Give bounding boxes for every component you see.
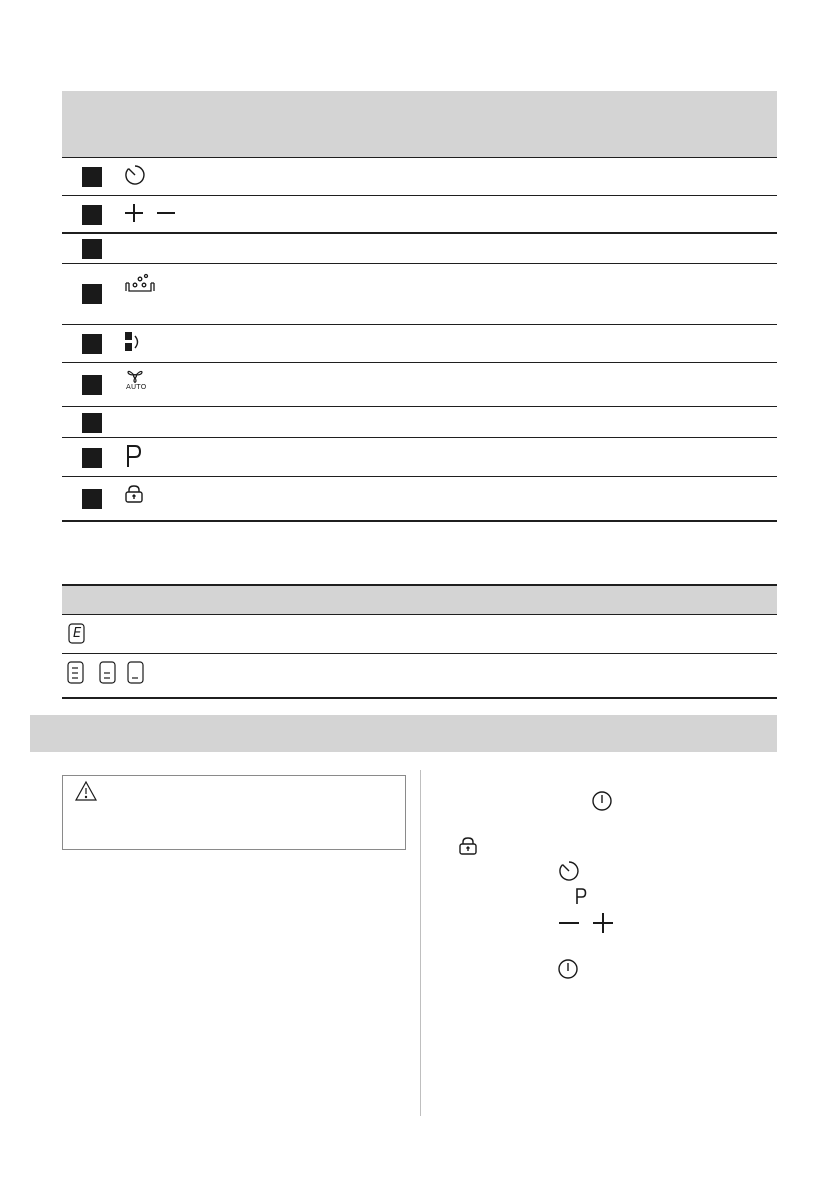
- warning-triangle-icon: [75, 781, 97, 801]
- table2-rule: [62, 653, 777, 654]
- row-marker: [82, 489, 102, 509]
- power-boost-icon: [126, 444, 142, 468]
- timer-icon: [558, 860, 580, 882]
- section-banner: [30, 715, 777, 752]
- lock-icon: [458, 836, 478, 856]
- table1-header: [62, 91, 777, 157]
- plus-icon: [124, 203, 144, 223]
- minus-icon: [156, 203, 176, 223]
- heat-levels-display-icon: [67, 661, 159, 685]
- table1-bottom-rule: [62, 520, 777, 522]
- table1-rule: [62, 476, 777, 477]
- fan-auto-icon: [126, 369, 144, 383]
- plus-icon: [592, 912, 614, 934]
- table2-header: [62, 586, 777, 614]
- row-marker: [82, 239, 102, 259]
- row-marker: [82, 448, 102, 468]
- power-boost-icon: [575, 887, 587, 905]
- fan-auto-label: AUTO: [126, 383, 147, 391]
- error-e-label: E: [73, 626, 82, 641]
- minus-icon: [558, 912, 580, 934]
- row-marker: [82, 167, 102, 187]
- warning-box: [62, 775, 406, 850]
- table1-rule: [62, 195, 777, 196]
- table1-rule: [62, 263, 777, 264]
- table2-bottom-rule: [62, 697, 777, 699]
- bridge-icon: [124, 331, 142, 353]
- row-marker: [82, 413, 102, 433]
- row-marker: [82, 375, 102, 395]
- error-e-display-icon: [68, 623, 86, 645]
- table1-rule: [62, 324, 777, 325]
- row-marker: [82, 205, 102, 225]
- lock-icon: [124, 484, 144, 504]
- table1-rule: [62, 406, 777, 407]
- table1-rule: [62, 232, 777, 234]
- timer-icon: [124, 164, 146, 186]
- table1-rule: [62, 362, 777, 363]
- power-icon: [557, 958, 579, 980]
- table1-rule: [62, 157, 777, 158]
- power-icon: [591, 790, 613, 812]
- table2-rule: [62, 614, 777, 615]
- row-marker: [82, 334, 102, 354]
- column-divider: [420, 770, 421, 1116]
- hob2hood-pot-icon: [123, 273, 159, 295]
- table1-rule: [62, 437, 777, 438]
- row-marker: [82, 284, 102, 304]
